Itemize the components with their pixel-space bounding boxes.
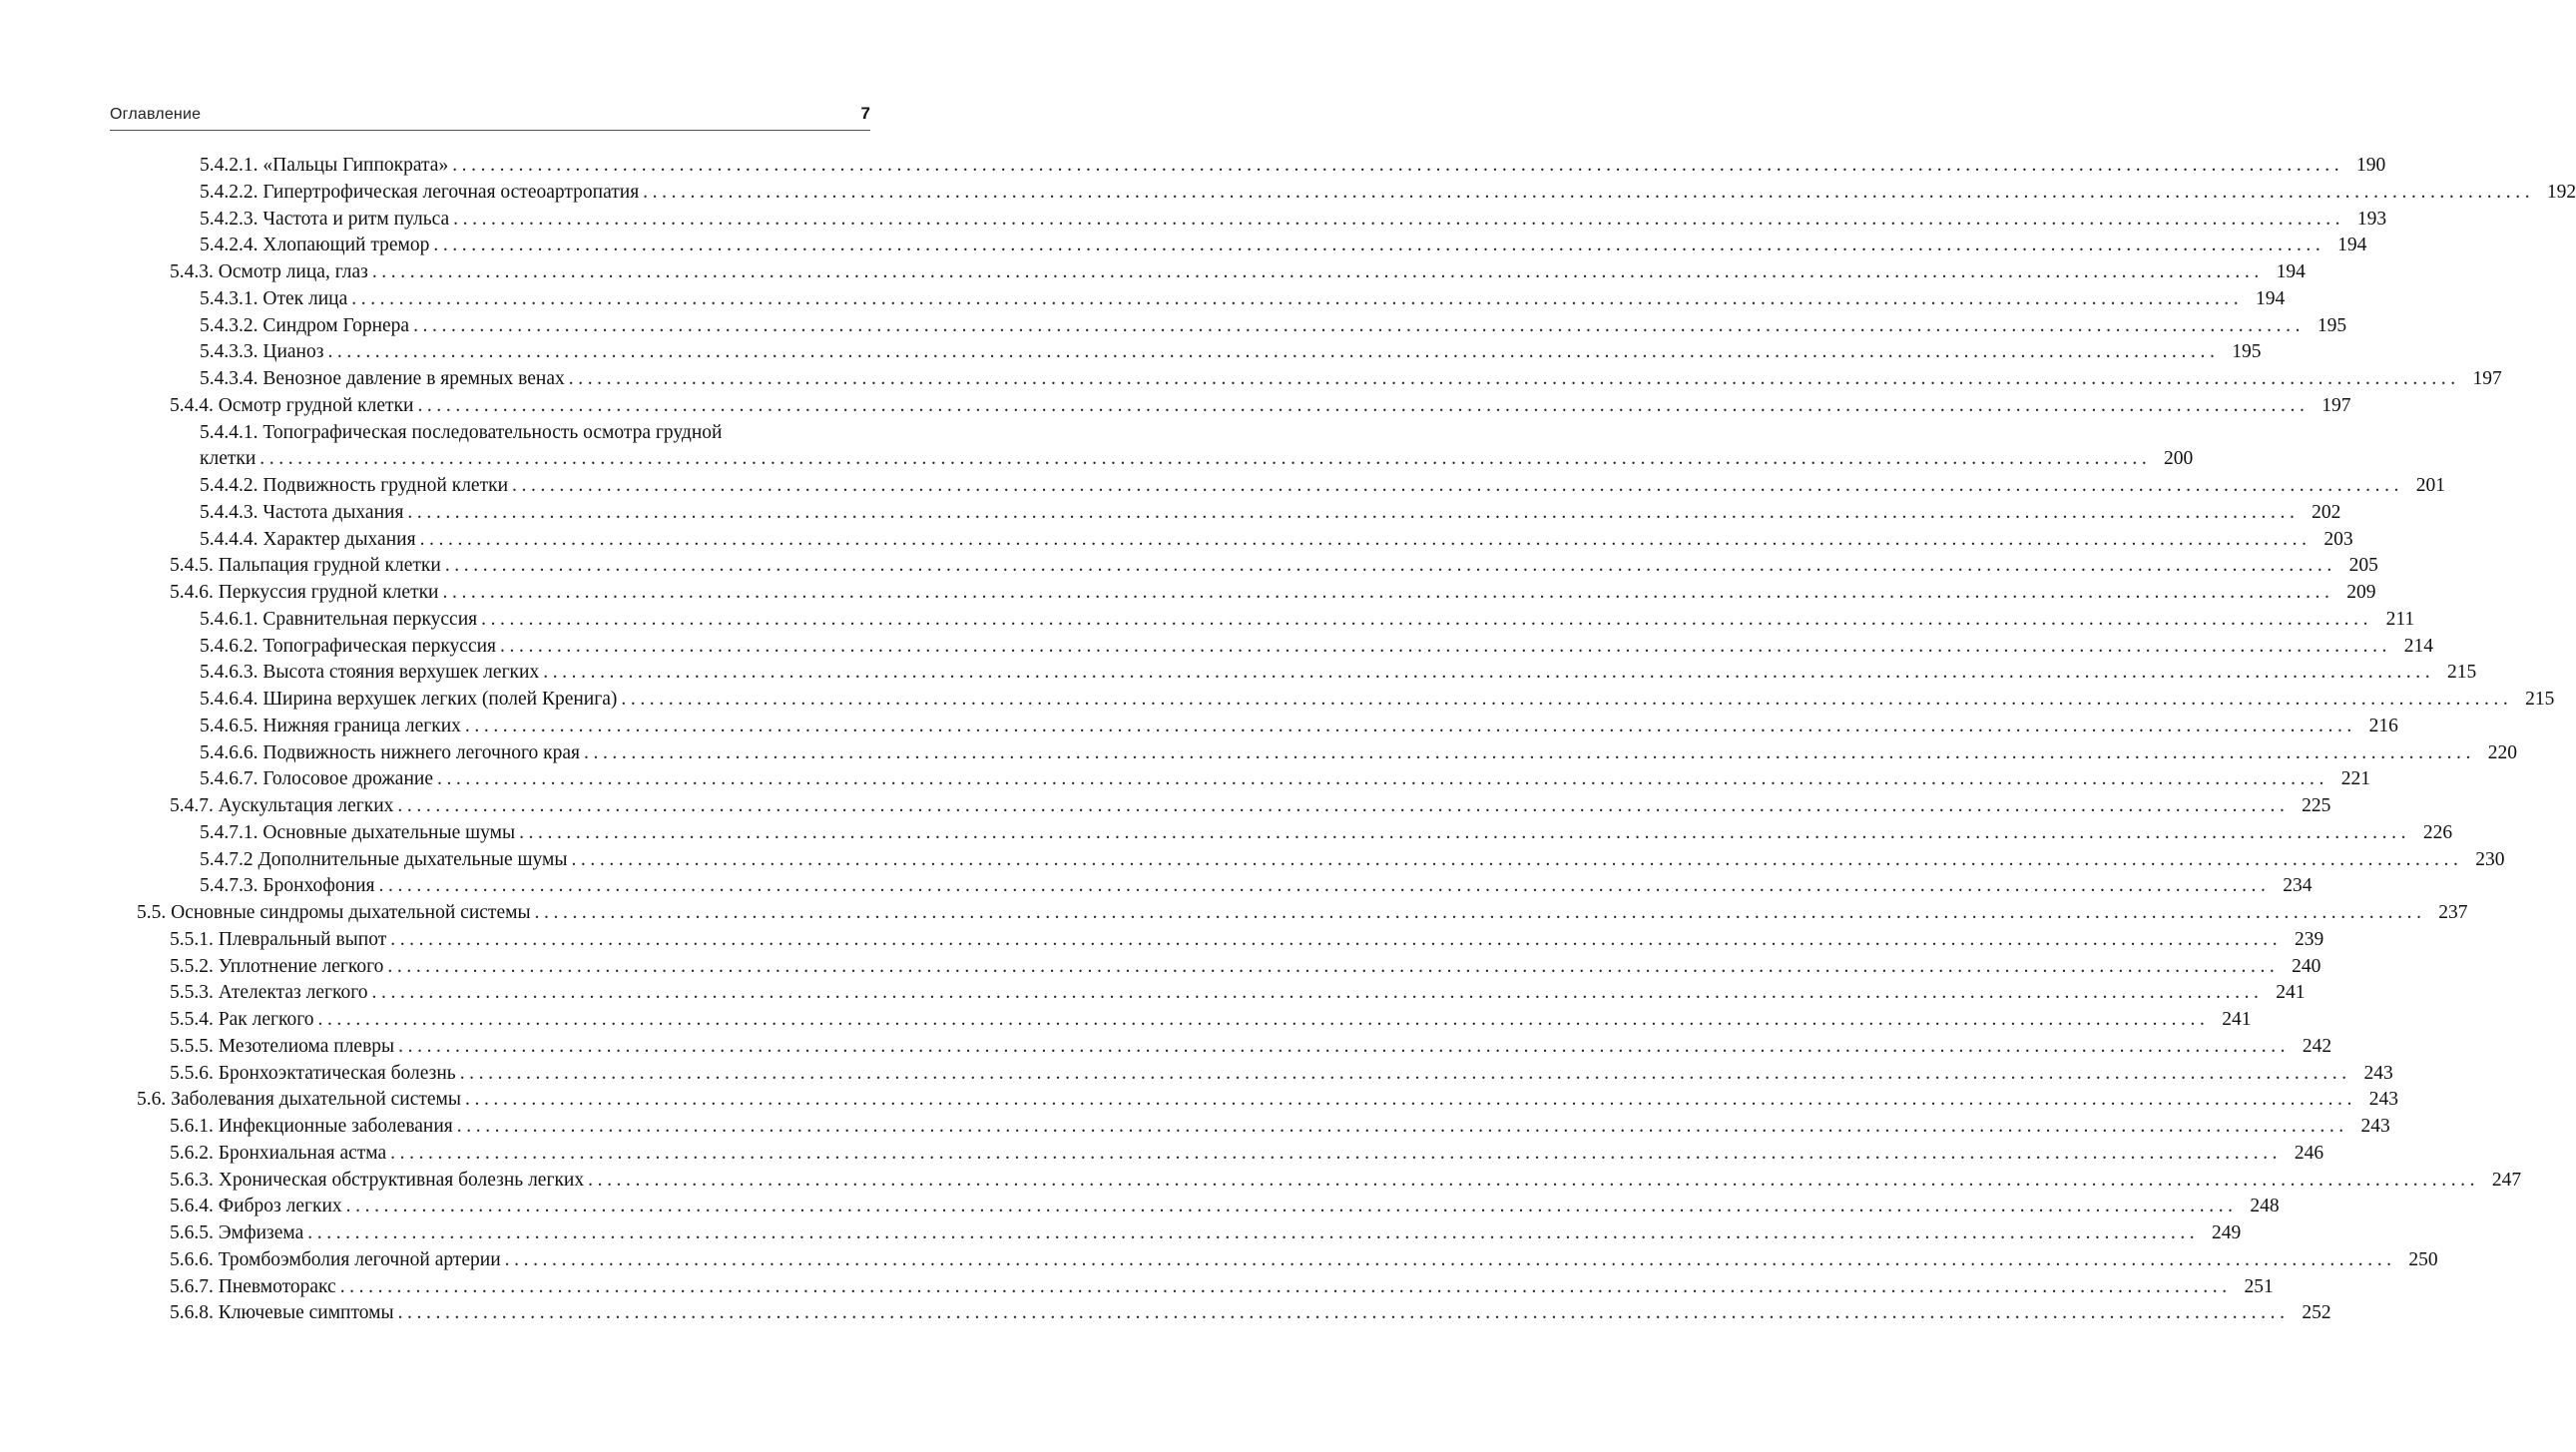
toc-entry-title: 5.4.7.1. Основные дыхательные шумы bbox=[200, 821, 516, 843]
toc-entry-title: 5.4.2.3. Частота и ритм пульса bbox=[200, 208, 450, 230]
dot-leader: ........................................................................................................................................................................................................ bbox=[398, 1035, 2291, 1057]
toc-entry-title: 5.4.6.4. Ширина верхушек легких (полей Кренига) bbox=[200, 689, 618, 710]
toc-entry[interactable] bbox=[200, 472, 2446, 499]
toc-entry-title: 5.4.3. Осмотр лица, глаз bbox=[170, 261, 368, 282]
toc-entry-title: 5.5.4. Рак легкого bbox=[170, 1009, 314, 1030]
header-page-number: 7 bbox=[860, 104, 870, 123]
dot-leader: ........................................................................................................................................................................................................ bbox=[481, 608, 2373, 630]
toc-entry-title: 5.4.7.2 Дополнительные дыхательные шумы bbox=[200, 848, 568, 870]
dot-leader: ........................................................................................................................................................................................................ bbox=[571, 848, 2463, 870]
toc-entry-title: 5.4.4.1. Топографическая последовательность осмотра грудной bbox=[200, 421, 723, 443]
toc-entry-title: 5.6.3. Хроническая обструктивная болезнь легких bbox=[170, 1169, 585, 1191]
toc-entry-page: 194 bbox=[2256, 287, 2286, 309]
toc-entry[interactable] bbox=[170, 258, 2306, 285]
toc-entry[interactable] bbox=[137, 899, 2468, 926]
header-title: Оглавление bbox=[110, 106, 202, 123]
toc-entry[interactable] bbox=[200, 739, 2517, 766]
toc-entry[interactable] bbox=[200, 312, 2347, 339]
dot-leader: ........................................................................................................................................................................................................ bbox=[351, 287, 2244, 309]
dot-leader: ........................................................................................................................................................................................................ bbox=[568, 368, 2460, 389]
dot-leader: ........................................................................................................................................................................................................ bbox=[390, 1142, 2283, 1164]
toc-entry-title: 5.6. Заболевания дыхательной системы bbox=[137, 1089, 461, 1111]
toc-entry[interactable] bbox=[170, 579, 2376, 606]
toc-entry[interactable] bbox=[200, 499, 2341, 526]
dot-leader: ........................................................................................................................................................................................................ bbox=[543, 662, 2435, 684]
toc-entry-page: 190 bbox=[2355, 155, 2386, 176]
toc-entry[interactable] bbox=[170, 1299, 2331, 1326]
dot-leader: ........................................................................................................................................................................................................ bbox=[456, 1116, 2348, 1137]
toc-entry-page: 205 bbox=[2348, 555, 2378, 577]
toc-entry[interactable] bbox=[200, 846, 2505, 873]
toc-entry[interactable] bbox=[200, 419, 870, 446]
toc-entry-page: 194 bbox=[2276, 261, 2306, 282]
dot-leader: ........................................................................................................................................................................................................ bbox=[371, 982, 2264, 1004]
toc-entry-page: 249 bbox=[2212, 1222, 2242, 1243]
toc-entry-page: 200 bbox=[2164, 448, 2194, 470]
toc-entry-page: 248 bbox=[2250, 1196, 2280, 1217]
toc-entry-title: 5.4.6.6. Подвижность нижнего легочного края bbox=[200, 741, 580, 763]
toc-entry[interactable] bbox=[200, 633, 2434, 660]
toc-entry[interactable] bbox=[200, 819, 2453, 846]
toc-entry-title: 5.4.7. Аускультация легких bbox=[170, 795, 394, 816]
toc-entry-title: 5.4.5. Пальпация грудной клетки bbox=[170, 555, 441, 577]
toc-entry[interactable] bbox=[200, 765, 2370, 792]
toc-entry-page: 243 bbox=[2368, 1089, 2398, 1111]
toc-entry-title: 5.5.2. Уплотнение легкого bbox=[170, 955, 384, 977]
toc-entry-page: 193 bbox=[2356, 208, 2387, 230]
toc-entry[interactable] bbox=[170, 979, 2306, 1006]
dot-leader: ........................................................................................................................................................................................................ bbox=[371, 261, 2264, 282]
dot-leader: ........................................................................................................................................................................................................ bbox=[327, 341, 2220, 363]
toc-entry-title: 5.4.3.4. Венозное давление в яремных венах bbox=[200, 368, 565, 389]
dot-leader: ........................................................................................................................................................................................................ bbox=[504, 1248, 2396, 1270]
toc-entry[interactable] bbox=[170, 1273, 2274, 1300]
toc-entry[interactable] bbox=[200, 659, 2477, 686]
toc-entry[interactable] bbox=[200, 179, 2576, 206]
toc-entry-page: 243 bbox=[2363, 1062, 2393, 1084]
toc-entry[interactable] bbox=[170, 953, 2321, 980]
dot-leader: ........................................................................................................................................................................................................ bbox=[397, 795, 2290, 816]
toc-entry-title: 5.4.6.5. Нижняя граница легких bbox=[200, 715, 461, 736]
toc-entry[interactable] bbox=[170, 1219, 2242, 1246]
dot-leader: ........................................................................................................................................................................................................ bbox=[464, 715, 2356, 736]
dot-leader: ........................................................................................................................................................................................................ bbox=[413, 314, 2306, 336]
toc-entry-title: 5.4.4.3. Частота дыхания bbox=[200, 501, 404, 523]
toc-entry[interactable] bbox=[170, 926, 2324, 953]
toc-entry-page: 242 bbox=[2302, 1035, 2332, 1057]
dot-leader: ........................................................................................................................................................................................................ bbox=[519, 821, 2411, 843]
toc-entry-title: 5.4.6.1. Сравнительная перкуссия bbox=[200, 608, 478, 630]
dot-leader: ........................................................................................................................................................................................................ bbox=[378, 875, 2271, 897]
dot-leader: ........................................................................................................................................................................................................ bbox=[512, 475, 2404, 496]
dot-leader: ........................................................................................................................................................................................................ bbox=[345, 1196, 2238, 1217]
toc-entry-title: 5.4.6.3. Высота стояния верхушек легких bbox=[200, 662, 540, 684]
toc-entry-title: клетки bbox=[200, 448, 257, 470]
toc-entry[interactable] bbox=[200, 872, 2313, 899]
toc-entry-title: 5.4.3.2. Синдром Горнера bbox=[200, 314, 410, 336]
dot-leader: ........................................................................................................................................................................................................ bbox=[390, 928, 2283, 950]
toc-entry[interactable] bbox=[170, 1246, 2438, 1273]
toc-entry-title: 5.6.2. Бронхиальная астма bbox=[170, 1142, 387, 1164]
dot-leader: ........................................................................................................................................................................................................ bbox=[387, 955, 2280, 977]
toc-entry-page: 230 bbox=[2475, 848, 2505, 870]
dot-leader: ........................................................................................................................................................................................................ bbox=[442, 582, 2334, 603]
toc-entry-title: 5.4.2.2. Гипертрофическая легочная остеоартропатия bbox=[200, 181, 640, 203]
dot-leader: ........................................................................................................................................................................................................ bbox=[436, 768, 2328, 790]
toc-entry-title: 5.4.7.3. Бронхофония bbox=[200, 875, 375, 897]
dot-leader: ........................................................................................................................................................................................................ bbox=[465, 1089, 2356, 1111]
toc-entry-page: 215 bbox=[2446, 662, 2477, 684]
toc-entry[interactable] bbox=[200, 686, 2555, 713]
dot-leader: ........................................................................................................................................................................................................ bbox=[259, 448, 2152, 470]
toc-entry[interactable] bbox=[200, 606, 2415, 633]
toc-entry-page: 241 bbox=[2276, 982, 2306, 1004]
dot-leader: ........................................................................................................................................................................................................ bbox=[433, 235, 2325, 256]
toc-entry-page: 211 bbox=[2385, 608, 2415, 630]
toc-entry-page: 225 bbox=[2302, 795, 2331, 816]
toc-entry-page: 197 bbox=[2321, 394, 2351, 416]
toc-entry-title: 5.4.4.4. Характер дыхания bbox=[200, 528, 416, 550]
toc-entry-page: 240 bbox=[2292, 955, 2321, 977]
toc-entry-page: 239 bbox=[2294, 928, 2324, 950]
dot-leader: ........................................................................................................................................................................................................ bbox=[419, 528, 2312, 550]
toc-entry-title: 5.5. Основные синдромы дыхательной системы bbox=[137, 902, 531, 923]
toc-entry[interactable] bbox=[137, 1086, 2398, 1113]
dot-leader: ........................................................................................................................................................................................................ bbox=[339, 1275, 2232, 1297]
dot-leader: ........................................................................................................................................................................................................ bbox=[500, 635, 2392, 657]
dot-leader: ........................................................................................................................................................................................................ bbox=[453, 208, 2345, 230]
dot-leader: ........................................................................................................................................................................................................ bbox=[643, 181, 2535, 203]
toc-entry[interactable] bbox=[170, 792, 2331, 819]
toc-entry-title: 5.4.2.4. Хлопающий тремор bbox=[200, 235, 430, 256]
toc-entry-page: 246 bbox=[2294, 1142, 2324, 1164]
toc-entry-title: 5.6.4. Фиброз легких bbox=[170, 1196, 342, 1217]
toc-entry-title: 5.6.1. Инфекционные заболевания bbox=[170, 1116, 453, 1137]
toc-entry-page: 221 bbox=[2340, 768, 2370, 790]
toc-entry[interactable] bbox=[200, 713, 2398, 739]
toc-entry[interactable] bbox=[200, 152, 2386, 179]
dot-leader: ........................................................................................................................................................................................................ bbox=[407, 501, 2300, 523]
toc-entry[interactable] bbox=[200, 365, 2502, 392]
toc-entry[interactable] bbox=[200, 285, 2286, 312]
toc-entry-page: 243 bbox=[2360, 1116, 2390, 1137]
toc-entry[interactable] bbox=[170, 552, 2378, 579]
toc-entry-page: 251 bbox=[2244, 1275, 2274, 1297]
toc-entry-title: 5.5.3. Ателектаз легкого bbox=[170, 982, 368, 1004]
toc-entry-page: 201 bbox=[2415, 475, 2446, 496]
toc-entry-page: 215 bbox=[2525, 689, 2555, 710]
dot-leader: ........................................................................................................................................................................................................ bbox=[534, 902, 2426, 923]
toc-entry-page: 237 bbox=[2438, 902, 2468, 923]
toc-entry-page: 194 bbox=[2337, 235, 2367, 256]
toc-entry-page: 197 bbox=[2472, 368, 2502, 389]
dot-leader: ........................................................................................................................................................................................................ bbox=[307, 1222, 2200, 1243]
toc-entry-title: 5.6.5. Эмфизема bbox=[170, 1222, 304, 1243]
toc-entry-title: 5.4.4. Осмотр грудной клетки bbox=[170, 394, 414, 416]
toc-entry-title: 5.4.2.1. «Пальцы Гиппократа» bbox=[200, 155, 449, 176]
dot-leader: ........................................................................................................................................................................................................ bbox=[588, 1169, 2480, 1191]
dot-leader: ........................................................................................................................................................................................................ bbox=[459, 1062, 2351, 1084]
toc-entry-page: 214 bbox=[2403, 635, 2434, 657]
toc-entry-page: 250 bbox=[2408, 1248, 2438, 1270]
dot-leader: ........................................................................................................................................................................................................ bbox=[397, 1302, 2290, 1324]
toc-entry[interactable] bbox=[200, 232, 2367, 258]
toc-entry-page: 209 bbox=[2346, 582, 2376, 603]
toc-entry-title: 5.4.6.2. Топографическая перкуссия bbox=[200, 635, 497, 657]
toc-entry-page: 216 bbox=[2368, 715, 2398, 736]
toc-entry-page: 226 bbox=[2422, 821, 2453, 843]
dot-leader: ........................................................................................................................................................................................................ bbox=[417, 394, 2310, 416]
toc-entry-title: 5.4.6.7. Голосовое дрожание bbox=[200, 768, 433, 790]
toc-entry-title: 5.6.8. Ключевые симптомы bbox=[170, 1302, 394, 1324]
toc-entry[interactable] bbox=[200, 526, 2353, 553]
toc-entry[interactable] bbox=[170, 1193, 2280, 1219]
toc-entry-title: 5.6.6. Тромбоэмболия легочной артерии bbox=[170, 1248, 501, 1270]
toc-entry-page: 203 bbox=[2323, 528, 2353, 550]
running-header bbox=[110, 104, 870, 131]
toc-entry[interactable] bbox=[170, 1006, 2252, 1033]
toc-entry-title: 5.6.7. Пневмоторакс bbox=[170, 1275, 336, 1297]
toc-entry-title: 5.5.1. Плевральный выпот bbox=[170, 928, 387, 950]
toc-entry-page: 241 bbox=[2222, 1009, 2252, 1030]
toc-entry-title: 5.4.4.2. Подвижность грудной клетки bbox=[200, 475, 509, 496]
toc-entry-title: 5.4.6. Перкуссия грудной клетки bbox=[170, 582, 439, 603]
toc-entry-title: 5.4.3.1. Отек лица bbox=[200, 287, 348, 309]
toc-entry-page: 220 bbox=[2487, 741, 2517, 763]
dot-leader: ........................................................................................................................................................................................................ bbox=[452, 155, 2344, 176]
toc-entry[interactable] bbox=[170, 1060, 2393, 1087]
toc-entry[interactable] bbox=[170, 1167, 2522, 1194]
toc-entry-page: 195 bbox=[2232, 341, 2262, 363]
dot-leader: ........................................................................................................................................................................................................ bbox=[621, 689, 2513, 710]
toc-entry[interactable] bbox=[170, 392, 2351, 419]
toc-entry[interactable] bbox=[200, 338, 2262, 365]
toc-entry-page: 202 bbox=[2312, 501, 2341, 523]
toc-entry-page: 195 bbox=[2317, 314, 2347, 336]
toc-entry[interactable] bbox=[170, 1140, 2324, 1167]
toc-entry-title: 5.5.6. Бронхоэктатическая болезнь bbox=[170, 1062, 456, 1084]
toc-entry-page: 192 bbox=[2546, 181, 2576, 203]
toc-entry-page: 234 bbox=[2283, 875, 2313, 897]
dot-leader: ........................................................................................................................................................................................................ bbox=[444, 555, 2336, 577]
toc-entry-title: 5.5.5. Мезотелиома плевры bbox=[170, 1035, 395, 1057]
dot-leader: ........................................................................................................................................................................................................ bbox=[584, 741, 2475, 763]
toc-entry-page: 247 bbox=[2491, 1169, 2522, 1191]
toc-entry-title: 5.4.3.3. Цианоз bbox=[200, 341, 324, 363]
toc-entry[interactable] bbox=[200, 206, 2387, 233]
toc-entry[interactable] bbox=[170, 1033, 2332, 1060]
toc-entry[interactable] bbox=[170, 1113, 2390, 1140]
dot-leader: ........................................................................................................................................................................................................ bbox=[317, 1009, 2210, 1030]
toc-entry[interactable] bbox=[200, 445, 2194, 472]
toc-entry-page: 252 bbox=[2302, 1302, 2331, 1324]
